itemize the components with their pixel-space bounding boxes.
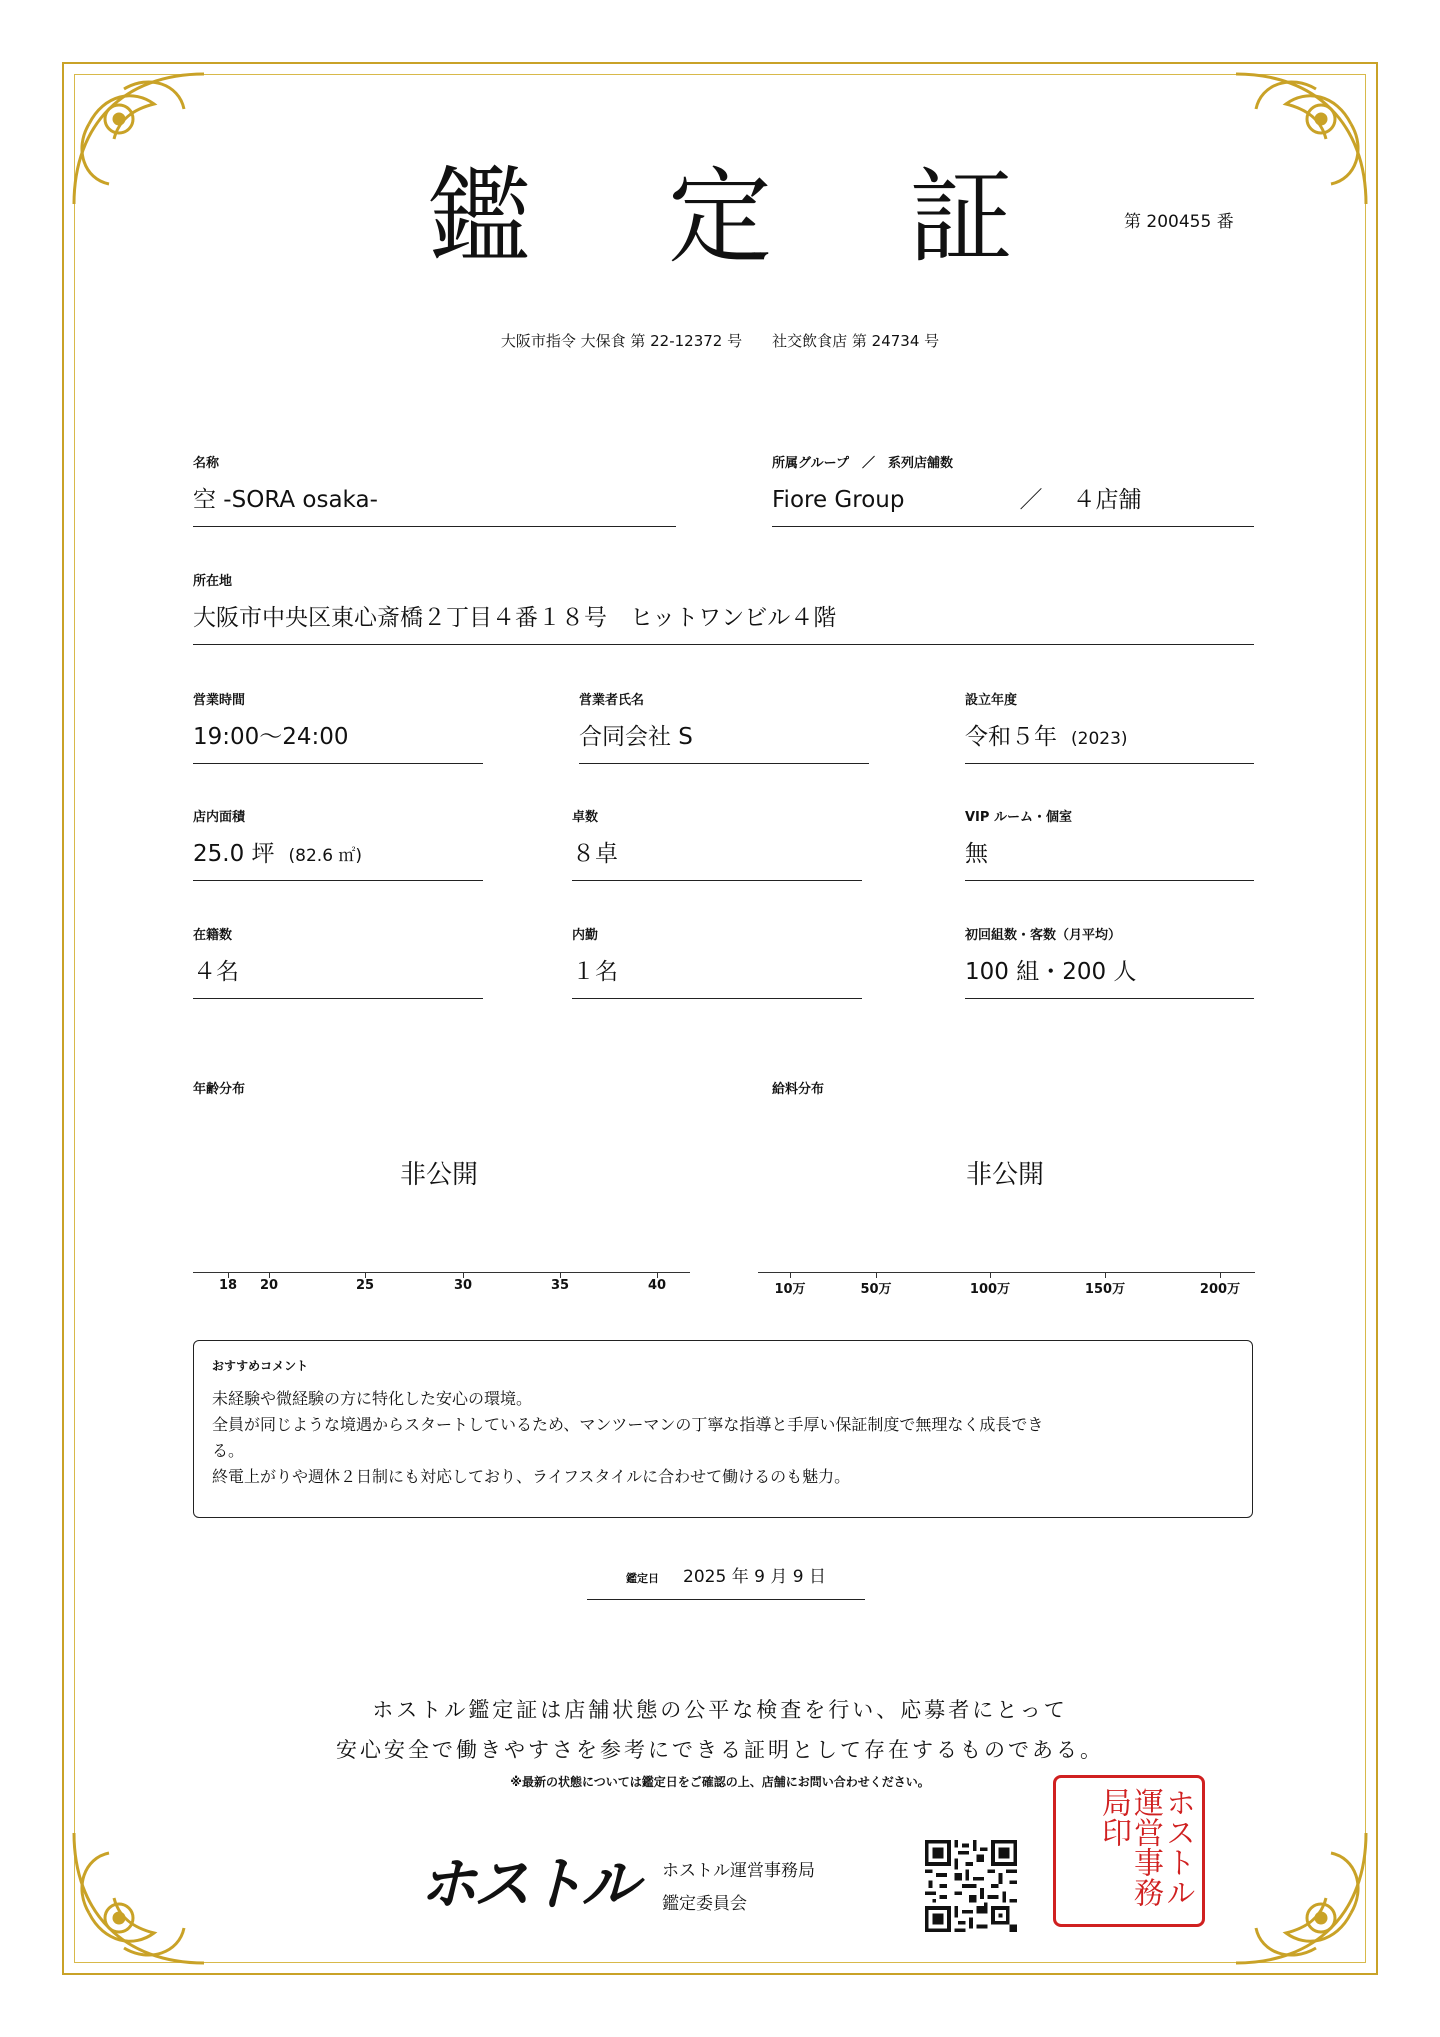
area-sqm: (82.6 ㎡) <box>288 846 363 866</box>
statement-line: 安心安全で働きやすさを参考にできる証明として存在するものである。 <box>336 1738 1104 1762</box>
comment-line: 未経験や微経験の方に特化した安心の環境。 <box>212 1389 533 1408</box>
hours-value: 19:00〜24:00 <box>193 718 483 764</box>
operator-value: 合同会社 S <box>579 718 869 764</box>
field-group <box>772 452 1254 527</box>
field-label: 卓数 <box>572 810 599 825</box>
field-tables <box>572 806 862 881</box>
organization-line: ホストル運営事務局 <box>662 1861 815 1881</box>
disclaimer-note: ※最新の状態については鑑定日をご確認の上、店舗にお問い合わせください。 <box>510 1775 930 1789</box>
field-hours <box>193 689 483 764</box>
group-separator: ／ <box>1019 487 1043 513</box>
founded-year: 令和５年 <box>965 724 1057 750</box>
group-value <box>772 481 1254 527</box>
ornament-bottom-left-icon <box>64 1823 214 1973</box>
salary-tick-label: 10万 <box>774 1282 806 1297</box>
comment-line: る。 <box>212 1441 245 1460</box>
appraisal-date-label: 鑑定日 <box>626 1572 660 1585</box>
recommendation-comment-box <box>193 1340 1253 1518</box>
field-operator <box>579 689 869 764</box>
salary-distribution-label: 給料分布 <box>772 1082 825 1097</box>
group-name: Fiore Group <box>772 487 905 513</box>
age-axis-line <box>193 1272 690 1273</box>
field-label: 店内面積 <box>193 810 246 825</box>
appraisal-date <box>587 1562 865 1600</box>
salary-distribution <box>758 1078 1258 1298</box>
vip-value: 無 <box>965 835 1254 881</box>
appraisal-date-value: 2025 年 9 月 9 日 <box>683 1567 826 1587</box>
field-label: 所在地 <box>193 574 233 589</box>
salary-tick-label: 50万 <box>860 1282 892 1297</box>
certificate-title: 鑑 定 証 <box>426 156 1066 278</box>
age-distribution <box>193 1078 693 1298</box>
comment-line: 終電上がりや週休２日制にも対応しており、ライフスタイルに合わせて働けるのも魅力。 <box>212 1467 851 1486</box>
age-tick-label: 40 <box>647 1278 667 1293</box>
field-label: 内勤 <box>572 928 599 943</box>
seal-text: ホストル運営事務局印 <box>1096 1787 1195 1907</box>
salary-axis-line <box>758 1272 1255 1273</box>
statement-line: ホストル鑑定証は店舗状態の公平な検査を行い、応募者にとって <box>372 1698 1068 1722</box>
salary-tick-label: 150万 <box>1084 1282 1126 1297</box>
age-distribution-status: 非公開 <box>400 1160 479 1190</box>
field-label: 設立年度 <box>965 693 1018 708</box>
address-value: 大阪市中央区東心斎橋２丁目４番１８号 ヒットワンビル４階 <box>193 599 1254 645</box>
field-address <box>193 570 1254 645</box>
age-tick-label: 30 <box>453 1278 473 1293</box>
store-count: ４店舗 <box>1072 487 1142 513</box>
qr-code-icon[interactable] <box>925 1840 1017 1932</box>
founded-value <box>965 718 1254 764</box>
hostle-logo: ホストル <box>419 1850 636 1918</box>
comment-line: 全員が同じような境遇からスタートしているため、マンツーマンの丁寧な指導と手厚い保証制度で無理なく成長でき <box>212 1415 1044 1434</box>
field-label: 名称 <box>193 456 220 471</box>
field-label: 初回組数・客数（月平均） <box>965 928 1122 943</box>
certificate-number: 第 200455 番 <box>1124 212 1234 232</box>
age-tick-label: 18 <box>218 1278 238 1293</box>
area-value <box>193 835 483 881</box>
area-tsubo: 25.0 坪 <box>193 841 275 867</box>
comment-body <box>212 1386 1234 1490</box>
field-label: 営業者氏名 <box>579 693 645 708</box>
comment-label: おすすめコメント <box>212 1359 309 1373</box>
field-founded <box>965 689 1254 764</box>
founded-year-western: (2023) <box>1071 729 1128 749</box>
salary-tick-label: 200万 <box>1199 1282 1241 1297</box>
inner-gold-border <box>74 74 1366 1963</box>
field-staff <box>193 924 483 999</box>
field-vip <box>965 806 1254 881</box>
field-name <box>193 452 676 527</box>
certificate-statement <box>0 1690 1440 1770</box>
field-internal <box>572 924 862 999</box>
age-tick-label: 25 <box>355 1278 375 1293</box>
salary-distribution-status: 非公開 <box>966 1160 1045 1190</box>
license-numbers: 大阪市指令 大保食 第 22-12372 号 社交飲食店 第 24734 号 <box>500 332 940 350</box>
customers-value: 100 組・200 人 <box>965 953 1254 999</box>
field-label: VIP ルーム・個室 <box>965 810 1072 825</box>
field-label: 所属グループ ／ 系列店舗数 <box>772 456 953 471</box>
organization-line: 鑑定委員会 <box>662 1894 747 1914</box>
field-label: 営業時間 <box>193 693 246 708</box>
field-area <box>193 806 483 881</box>
ornament-bottom-right-icon <box>1226 1823 1376 1973</box>
age-distribution-label: 年齢分布 <box>193 1082 246 1097</box>
internal-value: １名 <box>572 953 862 999</box>
field-label: 在籍数 <box>193 928 233 943</box>
tables-value: ８卓 <box>572 835 862 881</box>
age-tick-label: 20 <box>259 1278 279 1293</box>
staff-value: ４名 <box>193 953 483 999</box>
age-tick-label: 35 <box>550 1278 570 1293</box>
salary-tick-label: 100万 <box>969 1282 1011 1297</box>
issuing-organization <box>662 1855 815 1921</box>
official-seal <box>1053 1775 1205 1927</box>
field-customers <box>965 924 1254 999</box>
store-name-value: 空 -SORA osaka- <box>193 481 676 527</box>
